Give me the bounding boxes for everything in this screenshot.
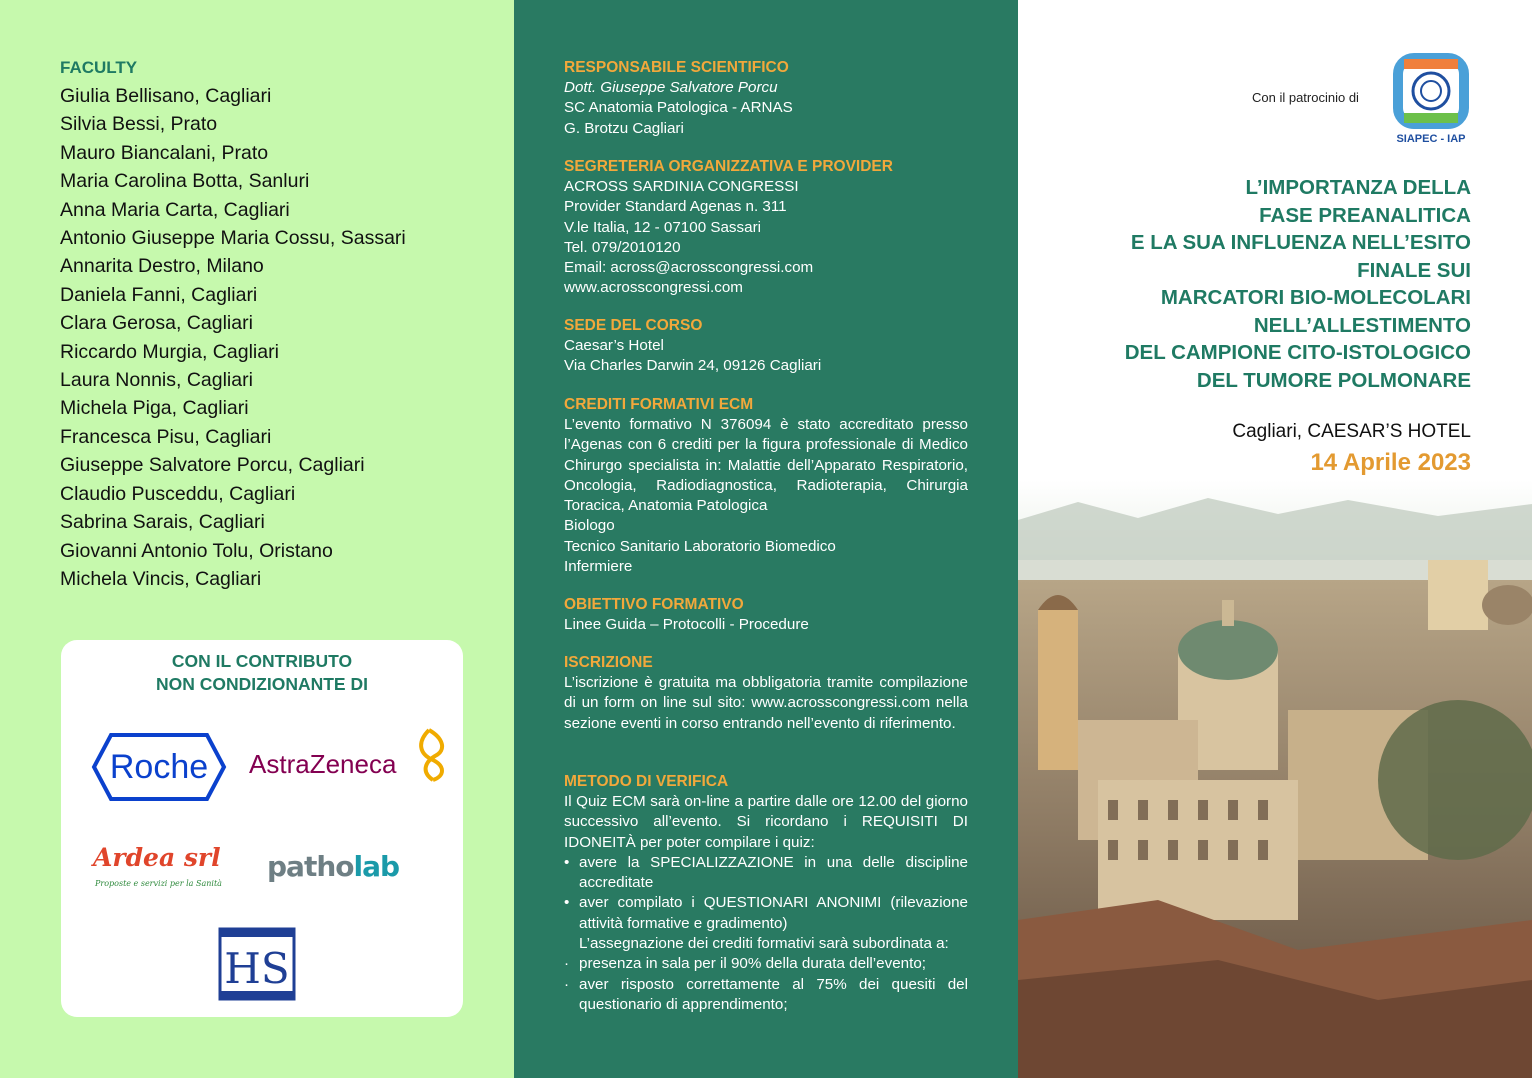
astrazeneca-logo-text: AstraZeneca [249, 749, 397, 779]
faculty-heading: FACULTY [60, 58, 138, 77]
faculty-member: Giuseppe Salvatore Porcu, Cagliari [60, 454, 365, 477]
sponsor-heading-line2: NON CONDIZIONANTE DI [156, 674, 368, 694]
bullet-marker: • [564, 894, 570, 912]
event-title [1125, 174, 1471, 394]
segreteria-line: Provider Standard Agenas n. 311 [564, 198, 787, 216]
verifica-subpoint-text: presenza in sala per il 90% della durata dell’evento; [579, 955, 926, 973]
sede-section [564, 316, 968, 377]
hs-logo-text: HS [224, 944, 290, 993]
patholab-logo-text-a: patho [267, 850, 354, 883]
sponsor-heading [61, 650, 463, 696]
event-title-line: MARCATORI BIO-MOLECOLARI [1160, 286, 1471, 309]
cagliari-city-photo [1018, 480, 1532, 1078]
sponsor-heading-line1: CON IL CONTRIBUTO [171, 651, 353, 671]
segreteria-website[interactable]: www.acrosscongressi.com [564, 279, 743, 297]
segreteria-email[interactable]: Email: across@acrosscongressi.com [564, 259, 814, 277]
event-title-line: DEL CAMPIONE CITO-ISTOLOGICO [1124, 341, 1471, 364]
event-venue: Cagliari, CAESAR’S HOTEL [1232, 421, 1471, 442]
crediti-line: Infermiere [564, 558, 633, 576]
responsabile-heading: RESPONSABILE SCIENTIFICO [564, 59, 789, 76]
crediti-section [564, 395, 968, 577]
roche-logo [91, 732, 227, 802]
event-title-line: NELL’ALLESTIMENTO [1253, 313, 1471, 337]
verifica-subpoint-text: aver risposto correttamente al 75% dei quesiti del questionario di apprendimento; [579, 975, 968, 1013]
verifica-heading: METODO DI VERIFICA [564, 773, 729, 790]
faculty-member: Laura Nonnis, Cagliari [60, 369, 253, 392]
dot-marker: · [564, 955, 570, 973]
faculty-member: Michela Piga, Cagliari [60, 397, 249, 420]
event-title-line: DEL TUMORE POLMONARE [1196, 368, 1471, 392]
siapec-logo-mark [1390, 50, 1472, 146]
segreteria-line: ACROSS SARDINIA CONGRESSI [564, 178, 799, 195]
verifica-bullet [564, 853, 968, 894]
bullet-marker: • [564, 853, 570, 871]
astrazeneca-logo [249, 726, 454, 784]
roche-logo-text: Roche [109, 748, 209, 786]
faculty-member: Daniela Fanni, Cagliari [60, 283, 258, 306]
crediti-line: Biologo [564, 517, 615, 535]
patholab-logo [267, 846, 427, 886]
faculty-member: Annarita Destro, Milano [60, 255, 264, 278]
responsabile-section [564, 58, 968, 139]
event-title-line: FASE PREANALITICA [1259, 203, 1471, 227]
ardea-logo-text: Ardea srl [93, 843, 221, 872]
faculty-member: Claudio Pusceddu, Cagliari [60, 482, 296, 505]
verifica-section [564, 772, 968, 1015]
svg-text:patholab [267, 850, 399, 883]
faculty-list [60, 82, 406, 593]
faculty-member: Silvia Bessi, Prato [60, 113, 218, 136]
faculty-member: Giulia Bellisano, Cagliari [60, 85, 272, 107]
event-date: 14 Aprile 2023 [1310, 449, 1471, 476]
obiettivo-text: Linee Guida – Protocolli - Procedure [564, 616, 809, 633]
responsabile-line: G. Brotzu Cagliari [564, 119, 684, 137]
verifica-bullet-text: aver compilato i QUESTIONARI ANONIMI (rilevazione attività formative e gradimento) [579, 894, 968, 932]
dot-marker: · [564, 975, 570, 993]
verifica-bullet-text: avere la SPECIALIZZAZIONE in una delle discipline accreditate [579, 853, 968, 892]
left-panel [0, 0, 514, 1078]
verifica-assegnazione: L’assegnazione dei crediti formativi sarà subordinata a: [579, 935, 949, 953]
faculty-member: Francesca Pisu, Cagliari [60, 425, 272, 448]
siapec-logo-text: SIAPEC - IAP [1396, 133, 1466, 145]
faculty-member: Maria Carolina Botta, Sanluri [60, 170, 310, 193]
siapec-logo [1390, 50, 1472, 146]
faculty-member: Clara Gerosa, Cagliari [60, 312, 253, 335]
crediti-heading: CREDITI FORMATIVI ECM [564, 396, 754, 413]
sede-line: Via Charles Darwin 24, 09126 Cagliari [564, 357, 822, 375]
sede-heading: SEDE DEL CORSO [564, 317, 703, 334]
patrocinio-label: Con il patrocinio di [1252, 90, 1359, 105]
ardea-logo [91, 838, 231, 890]
iscrizione-heading: ISCRIZIONE [564, 654, 653, 671]
event-title-line: L’IMPORTANZA DELLA [1245, 176, 1471, 199]
segreteria-section [564, 157, 968, 299]
faculty-member: Mauro Biancalani, Prato [60, 141, 269, 164]
obiettivo-heading: OBIETTIVO FORMATIVO [564, 596, 744, 613]
obiettivo-section [564, 595, 968, 635]
verifica-intro: Il Quiz ECM sarà on-line a partire dalle ore 12.00 del giorno successivo all’evento. Si ricordano i REQUISITI DI IDONEITÀ per poter compilare i quiz: [564, 793, 968, 851]
faculty-member: Giovanni Antonio Tolu, Oristano [60, 539, 333, 562]
event-title-line: FINALE SUI [1357, 258, 1471, 282]
verifica-subpoint [564, 954, 968, 974]
sede-line: Caesar’s Hotel [564, 337, 664, 354]
ardea-tagline: Proposte e servizi per la Sanità [95, 879, 222, 888]
sponsor-box [61, 640, 463, 1017]
verifica-subpoint [564, 975, 968, 1016]
faculty-member: Michela Vincis, Cagliari [60, 567, 262, 590]
segreteria-line: Tel. 079/2010120 [564, 238, 681, 256]
segreteria-heading: SEGRETERIA ORGANIZZATIVA E PROVIDER [564, 158, 893, 175]
crediti-paragraph: L’evento formativo N 376094 è stato accreditato presso l’Agenas con 6 crediti per la figura professionale di Medico Chirurgo specialista in: Malattie dell’Apparato Respiratorio, Oncologia, Radiodiagnostica, Radioterapia, Chirurgia Toracica, Anatomia Patologica [564, 416, 968, 515]
hs-logo [218, 927, 296, 1001]
event-title-line: E LA SUA INFLUENZA NELL’ESITO [1130, 231, 1471, 254]
responsabile-line: SC Anatomia Patologica - ARNAS [564, 99, 793, 117]
iscrizione-section [564, 653, 968, 734]
patholab-logo-text-b: lab [353, 850, 400, 883]
faculty-member: Antonio Giuseppe Maria Cossu, Sassari [60, 227, 406, 250]
iscrizione-text: L’iscrizione è gratuita ma obbligatoria tramite compilazione di un form on line sul sito: www.acrosscongressi.com nella sezione eventi in corso entrando nell’evento di riferimento. [564, 674, 968, 732]
right-panel [1018, 0, 1532, 1078]
faculty-member: Sabrina Sarais, Cagliari [60, 511, 265, 534]
faculty-member: Anna Maria Carta, Cagliari [60, 198, 290, 221]
responsabile-name: Dott. Giuseppe Salvatore Porcu [564, 79, 778, 96]
verifica-bullet [564, 893, 968, 934]
faculty-member: Riccardo Murgia, Cagliari [60, 340, 279, 363]
crediti-line: Tecnico Sanitario Laboratorio Biomedico [564, 537, 836, 555]
segreteria-line: V.le Italia, 12 - 07100 Sassari [564, 218, 761, 236]
